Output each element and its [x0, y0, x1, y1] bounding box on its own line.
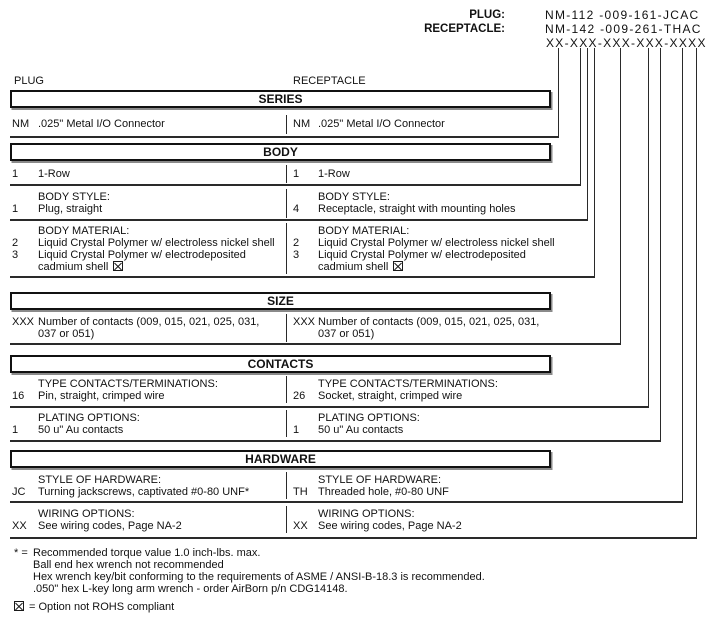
body-row-left-code: 1: [12, 168, 19, 180]
receptacle-part-number-value: NM-142 -009-261-THAC: [545, 22, 702, 36]
hardware-style-left-text: Turning jackscrews, captivated #0-80 UNF*: [38, 486, 250, 498]
size-right-text1: Number of contacts (009, 015, 021, 025, 031,: [318, 316, 540, 328]
torque-footnote-line2: Ball end hex wrench not recommended: [33, 559, 224, 571]
body-material-label-right: BODY MATERIAL:: [318, 225, 410, 237]
body-material-left-text2b-label: cadmium shell: [38, 261, 109, 273]
column-separator: [286, 410, 287, 437]
column-separator: [286, 115, 287, 134]
connector-line-series: [558, 48, 559, 136]
divider-body-style: [10, 219, 588, 221]
divider-series: [10, 136, 559, 138]
section-header-contacts: CONTACTS: [10, 355, 551, 373]
hardware-style-label-left: STYLE OF HARDWARE:: [38, 474, 162, 486]
contact-type-label-right: TYPE CONTACTS/TERMINATIONS:: [318, 378, 498, 390]
connector-line-body-style: [587, 48, 588, 219]
body-style-label-right: BODY STYLE:: [318, 191, 390, 203]
plating-right-text: 50 u" Au contacts: [318, 424, 404, 436]
body-style-right-code: 4: [293, 203, 300, 215]
wiring-right-text: See wiring codes, Page NA-2: [318, 520, 462, 532]
rohs-footnote-text: = Option not ROHS compliant: [29, 601, 175, 613]
plating-label-left: PLATING OPTIONS:: [38, 412, 140, 424]
plug-part-number-label: PLUG:: [469, 9, 505, 21]
receptacle-part-number-label: RECEPTACLE:: [424, 23, 505, 35]
contact-type-right-text: Socket, straight, crimped wire: [318, 390, 463, 402]
plating-left-code: 1: [12, 424, 19, 436]
rohs-footnote: [14, 601, 174, 614]
hardware-style-label-right: STYLE OF HARDWARE:: [318, 474, 442, 486]
body-style-left-code: 1: [12, 203, 19, 215]
body-style-left-text: Plug, straight: [38, 203, 103, 215]
body-material-label-left: BODY MATERIAL:: [38, 225, 130, 237]
body-material-left-text2b: [38, 261, 123, 274]
divider-body-row: [10, 184, 581, 186]
body-row-left-text: 1-Row: [38, 168, 70, 180]
body-row-right-code: 1: [293, 168, 300, 180]
torque-footnote-prefix: * =: [14, 547, 28, 559]
column-separator: [286, 506, 287, 533]
connector-line-body-material: [594, 48, 595, 276]
section-header-body: BODY: [10, 143, 551, 161]
body-material-right-text2: Liquid Crystal Polymer w/ electrodeposited: [318, 249, 526, 261]
right-column-header: RECEPTACLE: [293, 75, 366, 87]
size-right-text2: 037 or 051): [318, 328, 375, 340]
section-header-hardware: HARDWARE: [10, 450, 551, 468]
body-material-left-text1: Liquid Crystal Polymer w/ electroless nickel shell: [38, 237, 275, 249]
connector-line-contact-type: [648, 48, 649, 406]
contact-type-label-left: TYPE CONTACTS/TERMINATIONS:: [38, 378, 218, 390]
column-separator: [286, 472, 287, 499]
column-separator: [286, 189, 287, 218]
divider-plating: [10, 440, 661, 442]
hardware-style-left-code: JC: [12, 486, 26, 498]
body-material-right-code1: 2: [293, 237, 300, 249]
divider-contact-type: [10, 406, 649, 408]
connector-line-hardware-style: [682, 48, 683, 501]
plating-right-code: 1: [293, 424, 300, 436]
not-rohs-icon: [393, 261, 403, 271]
divider-hardware-style: [10, 501, 683, 503]
wiring-label-right: WIRING OPTIONS:: [318, 508, 415, 520]
size-left-code: XXX: [12, 316, 35, 328]
plating-label-right: PLATING OPTIONS:: [318, 412, 420, 424]
left-column-header: PLUG: [14, 75, 44, 87]
body-material-right-text2b: [318, 261, 403, 274]
column-separator: [286, 376, 287, 403]
size-right-code: XXX: [293, 316, 316, 328]
connector-line-size: [620, 48, 621, 343]
series-right-text: .025" Metal I/O Connector: [318, 118, 445, 130]
torque-footnote-line4: .050" hex L-key long arm wrench - order AirBorn p/n CDG14148.: [33, 583, 348, 595]
plug-part-number-value: NM-112 -009-161-JCAC: [545, 8, 700, 22]
body-material-right-text1: Liquid Crystal Polymer w/ electroless nickel shell: [318, 237, 555, 249]
size-left-text2: 037 or 051): [38, 328, 95, 340]
torque-footnote-line1: Recommended torque value 1.0 inch-lbs. max.: [33, 547, 261, 559]
connector-line-plating: [660, 48, 661, 440]
divider-size: [10, 343, 621, 345]
body-style-right-text: Receptacle, straight with mounting holes: [318, 203, 516, 215]
series-left-code: NM: [12, 118, 30, 130]
series-right-code: NM: [293, 118, 311, 130]
hardware-style-right-code: TH: [293, 486, 308, 498]
divider-wiring: [10, 537, 697, 539]
hardware-style-right-text: Threaded hole, #0-80 UNF: [318, 486, 449, 498]
wiring-label-left: WIRING OPTIONS:: [38, 508, 135, 520]
body-material-right-text2b-label: cadmium shell: [318, 261, 389, 273]
divider-body-material: [10, 276, 595, 278]
section-header-series: SERIES: [10, 90, 551, 108]
body-material-left-text2: Liquid Crystal Polymer w/ electrodeposited: [38, 249, 246, 261]
connector-line-wiring: [696, 48, 697, 537]
wiring-left-text: See wiring codes, Page NA-2: [38, 520, 182, 532]
contact-type-left-text: Pin, straight, crimped wire: [38, 390, 165, 402]
column-separator: [286, 165, 287, 183]
column-separator: [286, 314, 287, 342]
contact-type-right-code: 26: [293, 390, 306, 402]
part-number-digit-mask: XX-XXX-XXX-XXX-XXXX: [546, 36, 707, 50]
wiring-left-code: XX: [12, 520, 27, 532]
not-rohs-icon: [14, 601, 24, 611]
wiring-right-code: XX: [293, 520, 308, 532]
size-left-text1: Number of contacts (009, 015, 021, 025, 031,: [38, 316, 260, 328]
connector-line-body-row: [580, 48, 581, 184]
body-material-left-code2: 3: [12, 249, 19, 261]
plating-left-text: 50 u" Au contacts: [38, 424, 124, 436]
body-material-right-code2: 3: [293, 249, 300, 261]
column-separator: [286, 223, 287, 274]
not-rohs-icon: [113, 261, 123, 271]
contact-type-left-code: 16: [12, 390, 25, 402]
torque-footnote-line3: Hex wrench key/bit conforming to the requirements of ASME / ANSI-B-18.3 is recommended.: [33, 571, 485, 583]
body-row-right-text: 1-Row: [318, 168, 350, 180]
body-material-left-code1: 2: [12, 237, 19, 249]
section-header-size: SIZE: [10, 292, 551, 310]
series-left-text: .025" Metal I/O Connector: [38, 118, 165, 130]
body-style-label-left: BODY STYLE:: [38, 191, 110, 203]
